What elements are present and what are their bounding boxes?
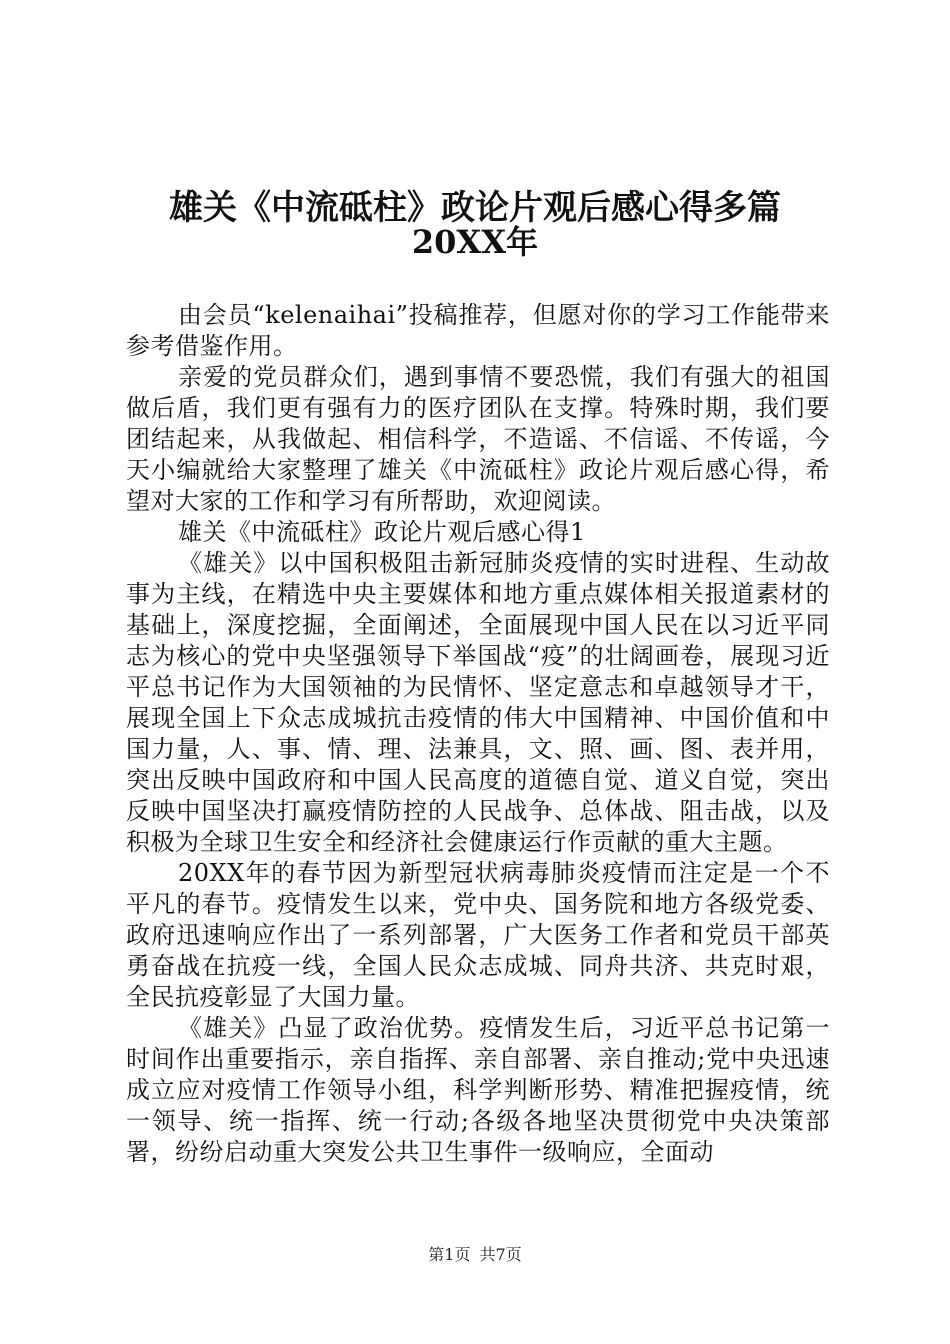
document-title: 雄关《中流砥柱》政论片观后感心得多篇: [169, 188, 781, 228]
paragraph-body: 《雄关》以中国积极阻击新冠肺炎疫情的实时进程、生动故事为主线，在精选中央主要媒体和地方重点媒体相关报道素材的基础上，深度挖掘，全面阐述，全面展现中国人民在以习近平同志为核心的党中央坚强领导下举国战“疫”的壮阔画卷，展现习近平总书记作为大国领袖的为民情怀、坚定意志和卓越领导才干，展现全国上下众志成城抗击疫情的伟大中国精神、中国价值和中国力量，人、事、情、理、法兼具，文、照、画、图、表并用，突出反映中国政府和中国人民高度的道德自觉、道义自觉，突出反映中国坚决打赢疫情防控的人民战争、总体战、阻击战，以及积极为全球卫生安全和经济社会健康运行作贡献的重大主题。: [126, 549, 830, 856]
paragraph-intro: 由会员“kelenaihai”投稿推荐，但愿对你的学习工作能带来参考借鉴作用。: [126, 301, 830, 360]
paragraph-body: 《雄关》凸显了政治优势。疫情发生后，习近平总书记第一时间作出重要指示，亲自指挥、亲自部署、亲自推动;党中央迅速成立应对疫情工作领导小组，科学判断形势、精准把握疫情，统一领导、统一指挥、统一行动;各级各地坚决贯彻党中央决策部署，纷纷启动重大突发公共卫生事件一级响应，全面动: [126, 1014, 830, 1166]
document-body: [126, 300, 830, 1168]
paragraph-body: 20XX年的春节因为新型冠状病毒肺炎疫情而注定是一个不平凡的春节。疫情发生以来，党中央、国务院和地方各级党委、政府迅速响应作出了一系列部署，广大医务工作者和党员干部英勇奋战在抗疫一线，全国人民众志成城、同舟共济、共克时艰，全民抗疫彰显了大国力量。: [126, 859, 830, 1011]
page-total: 共7页: [479, 1245, 522, 1264]
document-title-year: 20XX年: [411, 223, 539, 261]
paragraph-greeting: 亲爱的党员群众们，遇到事情不要恐慌，我们有强大的祖国做后盾，我们更有强有力的医疗团队在支撑。特殊时期，我们要团结起来，从我做起、相信科学，不造谣、不信谣、不传谣，今天小编就给大家整理了雄关《中流砥柱》政论片观后感心得，希望对大家的工作和学习有所帮助，欢迎阅读。: [126, 363, 830, 515]
page-footer: [0, 1245, 950, 1265]
section-heading: 雄关《中流砥柱》政论片观后感心得1: [178, 518, 586, 546]
page-number: 第1页: [428, 1245, 471, 1264]
